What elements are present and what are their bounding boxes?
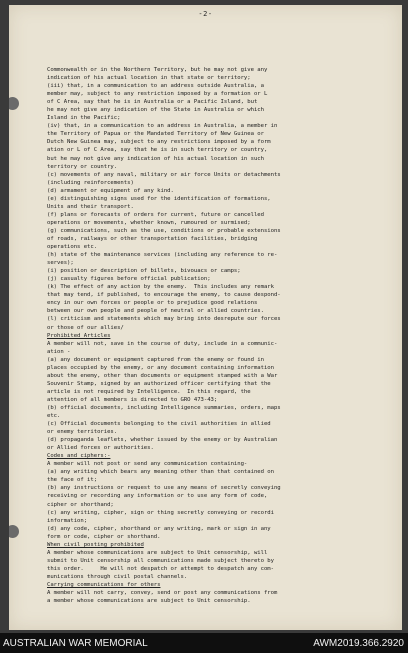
text-line: ation or L of C Area, say that he is in such territory or country,	[47, 147, 268, 154]
text-line: between our own people and people of neutral or allied countries.	[47, 308, 264, 315]
section-heading: Codes and ciphers:-	[47, 453, 111, 460]
text-line: (c) movements of any naval, military or air force Units or detachments	[47, 171, 281, 178]
text-line: Dutch New Guinea may, subject to any restrictions imposed by a form	[47, 139, 271, 146]
document-body	[47, 66, 387, 605]
text-line: (l) criticism and statements which may bring into desrepute our forces	[47, 316, 281, 323]
footer-bar	[0, 633, 408, 653]
text-line: (g) communications, such as the use, conditions or probable extensions	[47, 227, 281, 234]
text-line: (d) any code, cipher, shorthand or any writing, mark or sign in any	[47, 525, 271, 532]
text-line: (f) plans or forecasts of orders for current, future or cancelled	[47, 211, 264, 218]
text-line: of C Area, say that he is in Australia or a Pacific Island, but	[47, 99, 258, 106]
text-line: indication of his actual location in that state or territory;	[47, 75, 251, 82]
text-line: territory or country.	[47, 163, 118, 170]
text-line: A member will not, save in the course of duty, include in a communic-	[47, 340, 278, 347]
text-line: (i) position or description of billets, bivouacs or camps;	[47, 268, 241, 275]
text-line: Souvenir Stamp, signed by an authorized officer certifying that the	[47, 380, 271, 387]
text-line: Units and their transport.	[47, 203, 134, 210]
text-line: information;	[47, 517, 88, 524]
text-line: but he may not give any indication of his actual location in such	[47, 155, 264, 162]
text-line: (iv) that, in a communication to an address in Australia, a member in	[47, 123, 278, 130]
text-line: Commonwealth or in the Northern Territory, but he may not give any	[47, 67, 268, 73]
text-line: ation -	[47, 348, 71, 355]
text-line: places occupied by the enemy, or any document containing information	[47, 364, 274, 371]
text-line: A member will not post or send any communication containing-	[47, 461, 248, 468]
text-line: (c) Official documents belonging to the civil authorities in allied	[47, 421, 271, 428]
text-line: about the enemy, other than documents or equipment stamped with a War	[47, 372, 278, 379]
text-line: the Territory of Papua or the Mandated Territory of New Guinea or	[47, 131, 264, 138]
text-line: (a) any writing which bears any meaning other than that contained on	[47, 469, 274, 476]
text-line: the face of it;	[47, 477, 98, 484]
text-line: serves);	[47, 260, 74, 267]
text-line: (k) The effect of any action by the enemy. This includes any remark	[47, 284, 274, 291]
text-line: or enemy territories.	[47, 429, 118, 436]
text-line: (b) official documents, including Intelligence summaries, orders, maps	[47, 404, 281, 411]
text-line: A member will not carry, convey, send or post any communications from	[47, 590, 278, 597]
text-line: (iii) that, in a communication to an address outside Australia, a	[47, 83, 264, 90]
text-line: article is not required by Intelligence. In this regard, the	[47, 388, 251, 395]
footer-institution: AUSTRALIAN WAR MEMORIAL	[3, 638, 148, 649]
text-line: (d) propaganda leaflets, whether issued by the enemy or by Australian	[47, 437, 278, 444]
text-line: (j) casualty figures before official publication;	[47, 276, 211, 283]
text-line: operations or movements, whether known, rumoured or surmised;	[47, 219, 251, 226]
text-line: (a) any document or equipment captured from the enemy or found in	[47, 356, 264, 363]
text-line: or Allied forces or authorities.	[47, 445, 154, 452]
page-number: -2-	[198, 10, 213, 18]
text-line: (h) state of the maintenance services (including any reference to re-	[47, 252, 278, 259]
footer-accession-number: AWM2019.366.2920	[313, 638, 404, 649]
punch-hole-bottom	[9, 525, 19, 538]
section-heading: Prohibited Articles	[47, 332, 111, 339]
text-line: that may tend, if published, to encourage the enemy, to cause despond-	[47, 292, 281, 299]
text-line: operations etc.	[47, 244, 98, 251]
text-line: attention of all members is directed to GRO 473-43;	[47, 396, 218, 403]
punch-hole-top	[9, 97, 19, 110]
text-line: submit to Unit censorship all communications made subject thereto by	[47, 557, 274, 564]
text-line: Island in the Pacific;	[47, 115, 121, 122]
text-line: (including reinforcements)	[47, 179, 134, 186]
text-line: receiving or recording any information or to use any form of code,	[47, 493, 268, 500]
text-line: (e) distinguishing signs used for the identification of formations,	[47, 195, 271, 202]
text-line: a member whose communications are subject to Unit censorship.	[47, 598, 251, 605]
section-heading: Carrying communications for others	[47, 582, 161, 588]
text-line: (d) armament or equipment of any kind.	[47, 187, 174, 194]
text-line: A member whose communications are subject to Unit censorship, will	[47, 549, 268, 556]
text-line: member may, subject to any restriction imposed by a formation or L	[47, 91, 268, 98]
section-heading: When civil posting prohibited	[47, 541, 144, 548]
text-line: or those of our allies/	[47, 324, 124, 331]
text-line: munications through civil postal channels.	[47, 573, 188, 580]
text-line: (c) any writing, cipher, sign or thing secretly conveying or recordi	[47, 509, 274, 516]
text-line: (b) any instructions or request to use any means of secretly conveying	[47, 485, 281, 492]
text-line: this order. He will not despatch or attempt to despatch any com-	[47, 565, 274, 572]
text-line: he may not give any indication of the State in Australia or which	[47, 107, 264, 114]
text-line: of roads, railways or other transportation facilities, bridging	[47, 235, 258, 242]
text-line: form or code, cipher or shorthand.	[47, 533, 161, 540]
text-line: ency in our own forces or people or to prejudice good relations	[47, 300, 258, 307]
text-line: etc.	[47, 413, 61, 420]
text-line: cipher or shorthand;	[47, 501, 114, 508]
